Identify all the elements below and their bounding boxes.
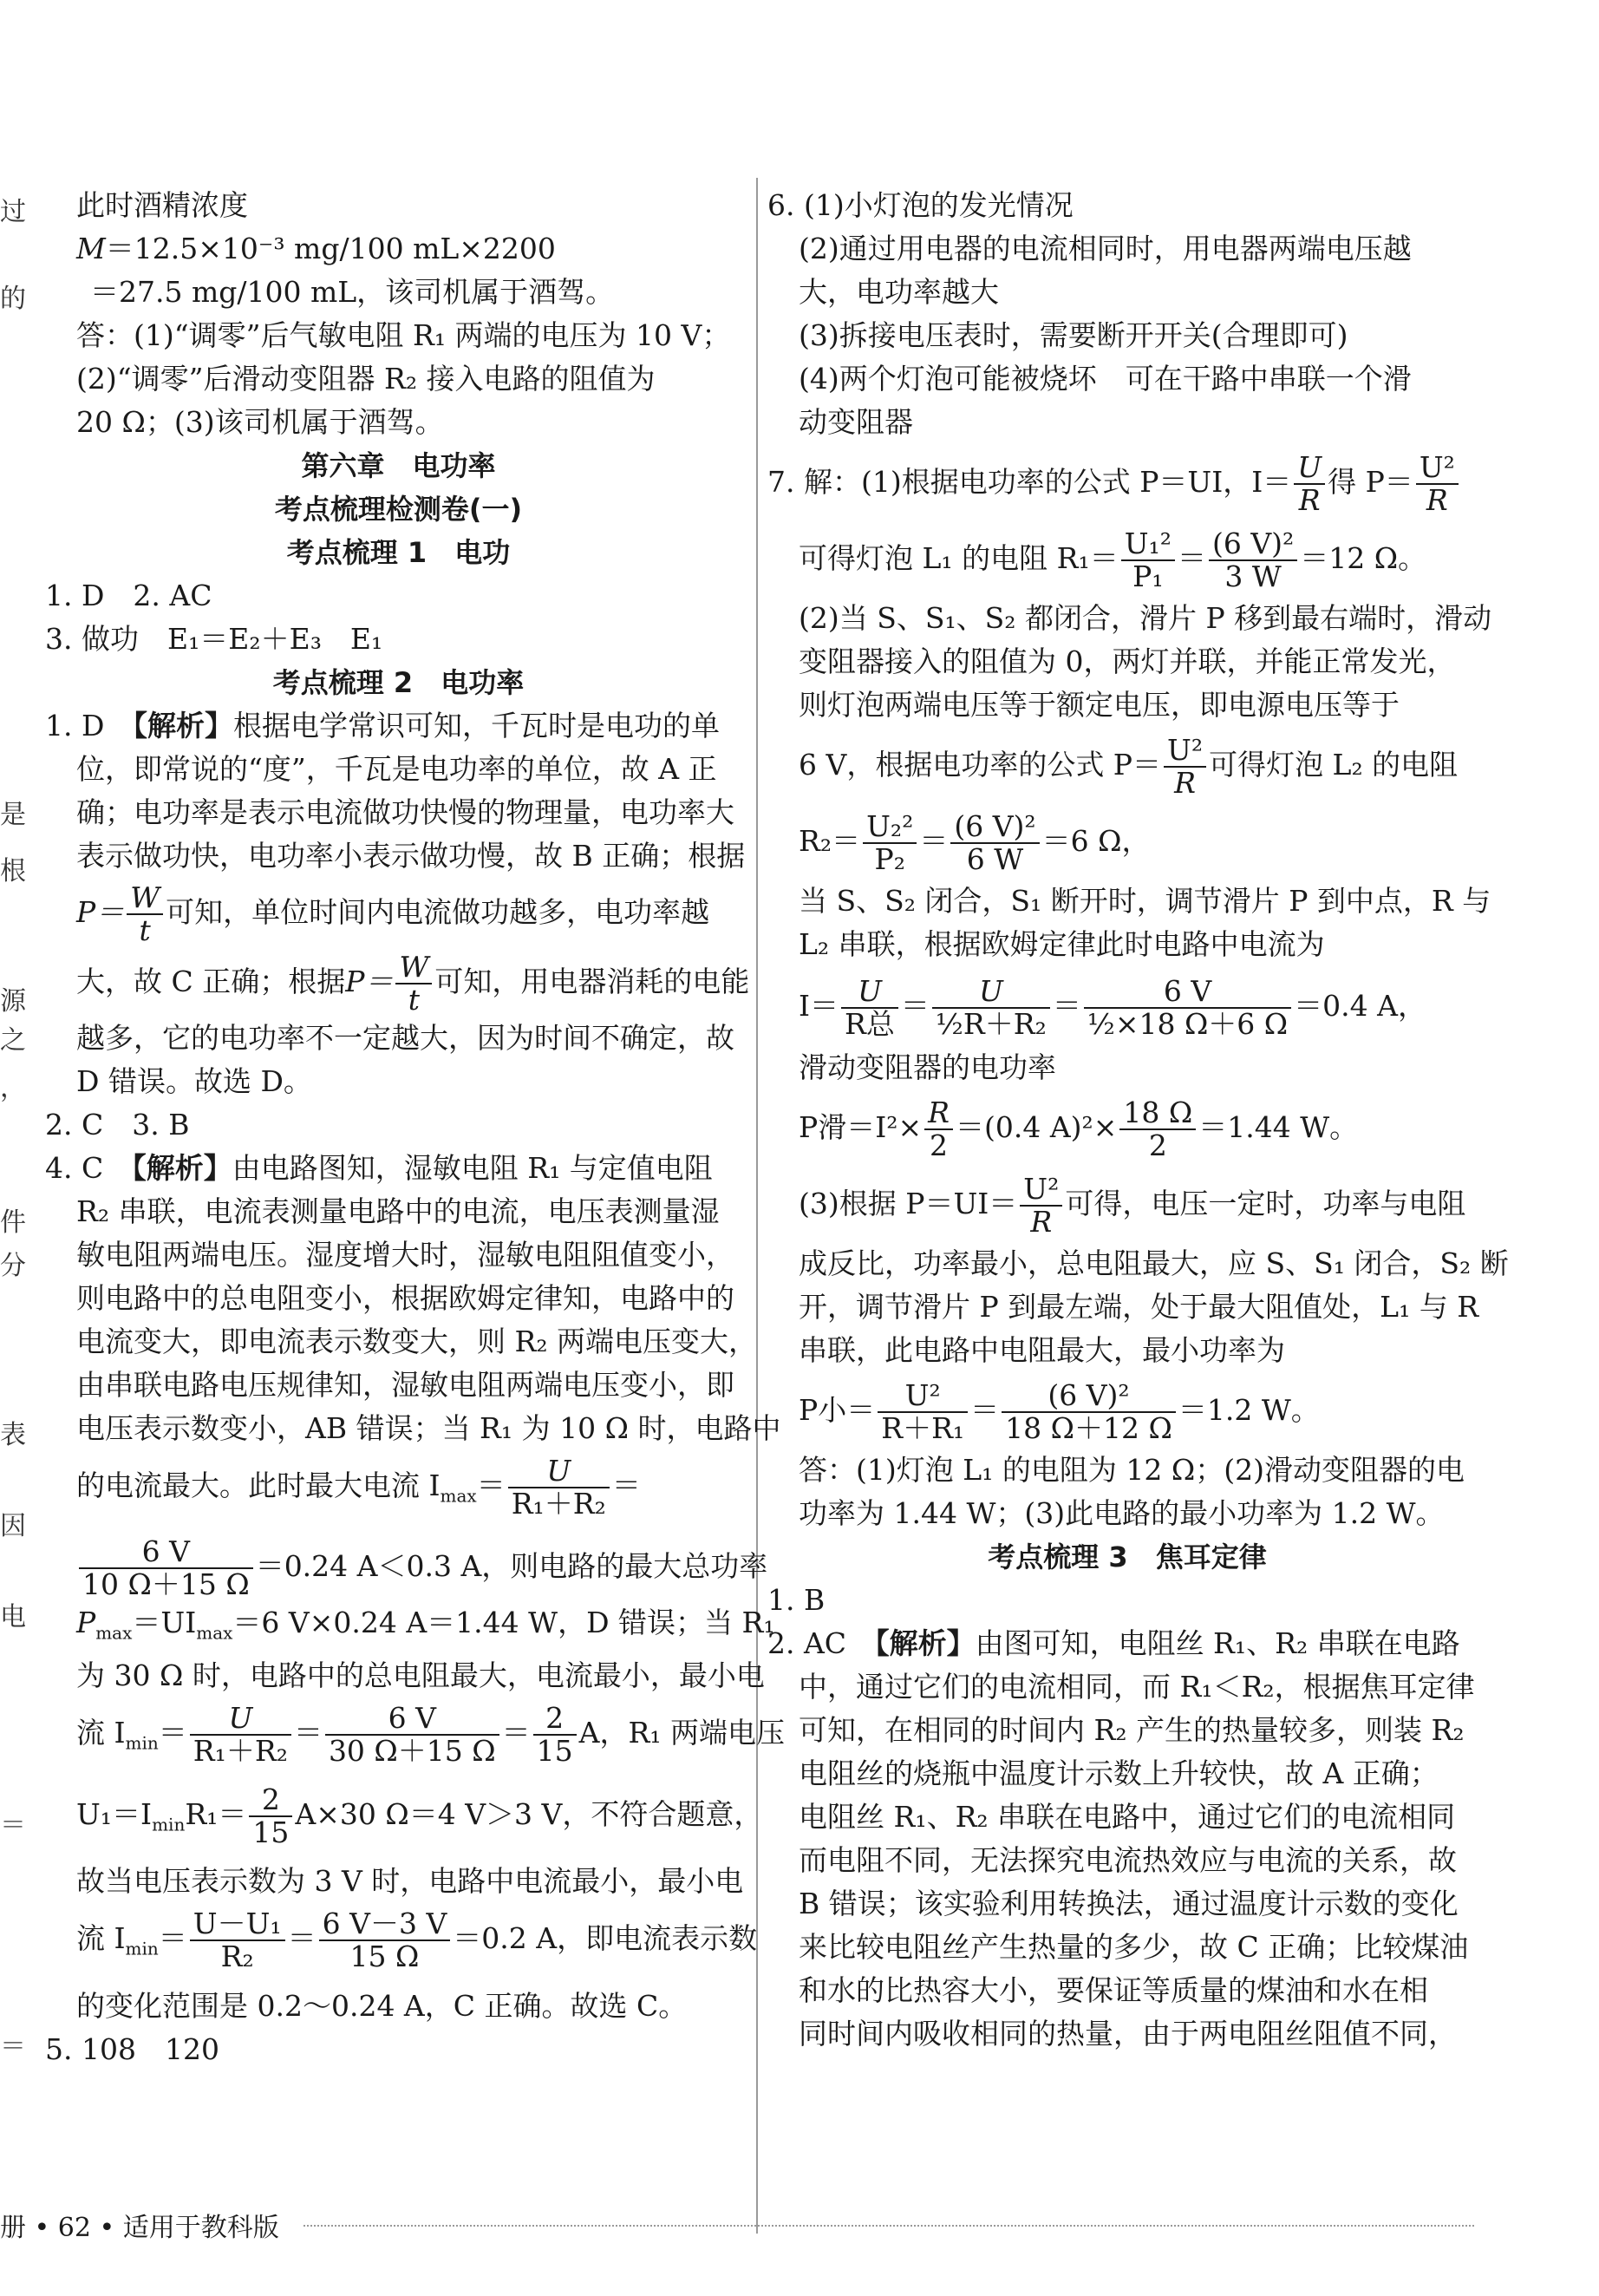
text-line: 开，调节滑片 P 到最左端，处于最大阻值处，L₁ 与 R	[799, 1290, 1479, 1324]
answer-line: 1. D 【解析】根据电学常识可知，千瓦时是电功的单	[45, 709, 720, 742]
section-heading: 考点梳理 2 电功率	[272, 666, 525, 699]
answer-line: 4. C 【解析】由电路图知，湿敏电阻 R₁ 与定值电阻	[45, 1151, 713, 1185]
answer-line: 2. C 3. B	[45, 1108, 190, 1141]
formula-line: I＝ U R总 ＝ $\frac{U}{\text{½R＋R₂}}$ ＝ $\frac{6 V}{\text{½×18 Ω＋6 Ω}}$ ＝0.4 A，	[799, 974, 1426, 1041]
edge-fragment: 分	[0, 1251, 26, 1281]
text-line: 故当电压表示数为 3 V 时，电路中电流最小，最小电	[76, 1864, 744, 1899]
formula-line: R₂＝ $\frac{\text{U₂²}}{\text{P₂}}$ ＝ $\frac{\text{(6 V)²}}{6 W}$ ＝6 Ω，	[799, 809, 1151, 876]
answer-line: 1. D 2. AC	[45, 579, 212, 612]
formula-line: 流 $I_{min}=$ $\frac{U}{\text{R₁＋R₂}}$ ＝ $\frac{6 V}{30 \Omega+15 \Omega}$ ＝ $\frac{2}{15}$ A，R₁ 两端电压	[76, 1701, 786, 1769]
page-number-label: 册 • 62 • 适用于教科版	[0, 2213, 279, 2243]
text-line: 越多，它的电功率不一定越大，因为时间不确定，故	[76, 1021, 734, 1055]
text-line: (2)“调零”后滑动变阻器 R₂ 接入电路的阻值为	[76, 362, 656, 396]
text-line: 为 30 Ω 时，电路中的总电阻最大，电流最小，最小电	[76, 1658, 765, 1693]
answer-line: 1. B	[767, 1583, 826, 1617]
formula-line: 7. 解：(1)根据电功率的公式 P＝UI，I＝ $\frac{U}{R}$ 得 P＝ $\frac{\text{U²}}{R}$	[767, 444, 1487, 520]
text-line: 大，电功率越大	[799, 275, 999, 309]
left-column	[45, 184, 786, 2071]
answer-line: 3. 做功 E₁＝E₂＋E₃ E₁	[45, 622, 383, 656]
text-line: ＝27.5 mg/100 mL，该司机属于酒驾。	[90, 275, 615, 309]
edge-fragment: 表	[0, 1420, 26, 1450]
text-line: 答：(1)灯泡 L₁ 的电阻为 12 Ω；(2)滑动变阻器的电	[799, 1453, 1465, 1487]
edge-fragment: 电	[0, 1602, 26, 1632]
text-line: L₂ 串联，根据欧姆定律此时电路中电流为	[799, 927, 1325, 961]
text-line: M＝12.5×10⁻³ mg/100 mL×2200	[76, 232, 556, 265]
text-line: 同时间内吸收相同的热量，由于两电阻丝阻值不同，	[799, 2017, 1457, 2051]
edge-fragment: 之	[0, 1025, 26, 1056]
text-line: B 错误；该实验利用转换法，通过温度计示数的变化	[799, 1887, 1459, 1920]
text-line: 而电阻不同，无法探究电流热效应与电流的关系，故	[799, 1843, 1457, 1877]
section-heading: 考点梳理 3 焦耳定律	[988, 1540, 1267, 1573]
text-line: 来比较电阻丝产生热量的多少，故 C 正确；比较煤油	[799, 1930, 1469, 1964]
footer-dotted-rule	[303, 2225, 1474, 2227]
text-line: 可知，在相同的时间内 R₂ 产生的热量较多，则装 R₂	[799, 1713, 1465, 1747]
formula-line: (3)根据 P＝UI＝ $\frac{\text{U²}}{R}$ 可得，电压一定时，功率与电阻	[799, 1172, 1466, 1239]
formula-line: $U_1=I_{min}R_1=$ $\frac{2}{15}$ A×30 Ω＝4 V＞3 V，不符合题意，	[76, 1782, 763, 1849]
text-line: 表示做功快，电功率小表示做功慢，故 B 正确；根据	[76, 839, 746, 873]
formula-line: 可得灯泡 L₁ 的电阻 R₁＝ $\frac{\text{U₁²}}{\text{P₁}}$ ＝ $\frac{\text{(6 V)²}}{3 W}$ ＝12 Ω。	[799, 527, 1427, 593]
answer-line: 6. (1)小灯泡的发光情况	[767, 188, 1074, 222]
text-line: 电压表示数变小，AB 错误；当 R₁ 为 10 Ω 时，电路中	[76, 1411, 781, 1445]
formula-line: 6 V，根据电功率的公式 P＝ $\frac{\text{U²}}{R}$ 可得灯泡 L₂ 的电阻	[799, 733, 1459, 800]
text-line: 由串联电路电压规律知，湿敏电阻两端电压变小，即	[76, 1368, 734, 1402]
text-line: (2)通过用电器的电流相同时，用电器两端电压越	[799, 232, 1412, 265]
paper-title: 考点梳理检测卷(一)	[274, 493, 523, 526]
answer-line: 2. AC 【解析】由图可知，电阻丝 R₁、R₂ 串联在电路	[767, 1626, 1460, 1660]
text-line: 功率为 1.44 W；(3)此电路的最小功率为 1.2 W。	[799, 1496, 1445, 1530]
formula-line: 大，故 C 正确；根据P＝ $\frac{W}{t}$ 可知，用电器消耗的电能	[76, 950, 750, 1017]
text-line: 电流变大，即电流表示数变大，则 R₂ 两端电压变大，	[76, 1325, 758, 1358]
edge-fragment: ＝	[0, 2031, 26, 2062]
text-line: 电阻丝 R₁、R₂ 串联在电路中，通过它们的电流相同	[799, 1800, 1456, 1834]
text-line: 串联，此电路中电阻最大，最小功率为	[799, 1333, 1285, 1367]
edge-fragment: ，	[0, 1073, 26, 1103]
text-line: 则灯泡两端电压等于额定电压，即电源电压等于	[799, 688, 1400, 722]
text-line: $P_{max}=UI_{max}=6$ V×0.24 A＝1.44 W，D 错误；当 R₁	[76, 1605, 775, 1644]
text-line: 则电路中的总电阻变小，根据欧姆定律知，电路中的	[76, 1281, 734, 1315]
edge-fragment: 因	[0, 1511, 26, 1541]
formula-line: 流 $I_{min}=$ $\frac{\text{U－U₁}}{\text{R₂}}$ ＝ $\frac{6 V-3 V}{15 \Omega}$ ＝0.2 A，即电流表示数	[76, 1907, 758, 1974]
text-line: 敏电阻两端电压。湿度增大时，湿敏电阻阻值变小，	[76, 1238, 734, 1272]
text-line: 确；电功率是表示电流做功快慢的物理量，电功率大	[76, 795, 734, 829]
edge-fragment: ＝	[0, 1810, 26, 1841]
formula-line: 的电流最大。此时最大电流 $I_{max}=$ $\frac{U}{\text{R₁＋R₂}}$ ＝	[76, 1454, 641, 1521]
text-line: D 错误。故选 D。	[76, 1064, 312, 1098]
text-line: 成反比，功率最小，总电阻最大，应 S、S₁ 闭合，S₂ 断	[799, 1246, 1509, 1280]
text-line: 变阻器接入的阻值为 0，两灯并联，并能正常发光，	[799, 644, 1456, 678]
text-line: 20 Ω；(3)该司机属于酒驾。	[76, 405, 444, 439]
edge-fragment: 的	[0, 284, 26, 314]
text-line: (3)拆接电压表时，需要断开开关(合理即可)	[799, 318, 1348, 352]
text-line: 和水的比热容大小，要保证等质量的煤油和水在相	[799, 1973, 1428, 2007]
text-line: 此时酒精浓度	[76, 188, 248, 222]
text-line: 的变化范围是 0.2～0.24 A，C 正确。故选 C。	[76, 1988, 688, 2023]
edge-fragment: 过	[0, 197, 26, 227]
edge-fragment: 件	[0, 1207, 26, 1238]
text-line: R₂ 串联，电流表测量电路中的电流，电压表测量湿	[76, 1194, 720, 1228]
text-line: (4)两个灯泡可能被烧坏 可在干路中串联一个滑	[799, 362, 1412, 396]
formula-line: P滑＝I²× $\frac{R}{2}$ ＝(0.4 A)²× $\frac{18 \Omega}{2}$ ＝1.44 W。	[799, 1096, 1359, 1162]
text-line: 答：(1)“调零”后气敏电阻 R₁ 两端的电压为 10 V；	[76, 318, 731, 352]
formula-line: P＝ $\frac{W}{t}$ 可知，单位时间内电流做功越多，电功率越	[76, 880, 710, 947]
text-line: 位，即常说的“度”，千瓦是电功率的单位，故 A 正	[76, 752, 717, 786]
answer-line: 5. 108 120	[45, 2031, 219, 2066]
formula-line: $\frac{6 V}{10 \Omega+15 \Omega}$ ＝0.24 A＜0.3 A，则电路的最大总功率	[45, 1532, 752, 1601]
edge-fragment: 是	[0, 800, 26, 830]
text-line: 滑动变阻器的电功率	[799, 1050, 1056, 1084]
formula-line: P小＝ $\frac{\text{U²}}{\text{R＋R₁}}$ ＝ $\frac{\text{(6 V)²}}{18 \Omega+12 \Omega}$ ＝1.2 W。	[799, 1378, 1320, 1445]
text-line: 当 S、S₂ 闭合，S₁ 断开时，调节滑片 P 到中点，R 与	[799, 884, 1491, 918]
text-line: 中，通过它们的电流相同，而 R₁＜R₂，根据焦耳定律	[799, 1670, 1475, 1704]
text-line: 电阻丝的烧瓶中温度计示数上升较快，故 A 正确；	[799, 1756, 1439, 1790]
edge-fragment: 根	[0, 856, 26, 886]
text-line: 动变阻器	[799, 405, 913, 439]
chapter-title: 第六章 电功率	[301, 449, 496, 482]
section-heading: 考点梳理 1 电功	[286, 536, 511, 569]
edge-fragment: 源	[0, 986, 26, 1017]
right-column	[767, 184, 1509, 2056]
page-footer	[0, 2206, 1599, 2249]
text-line: (2)当 S、S₁、S₂ 都闭合，滑片 P 移到最右端时，滑动	[799, 601, 1492, 635]
